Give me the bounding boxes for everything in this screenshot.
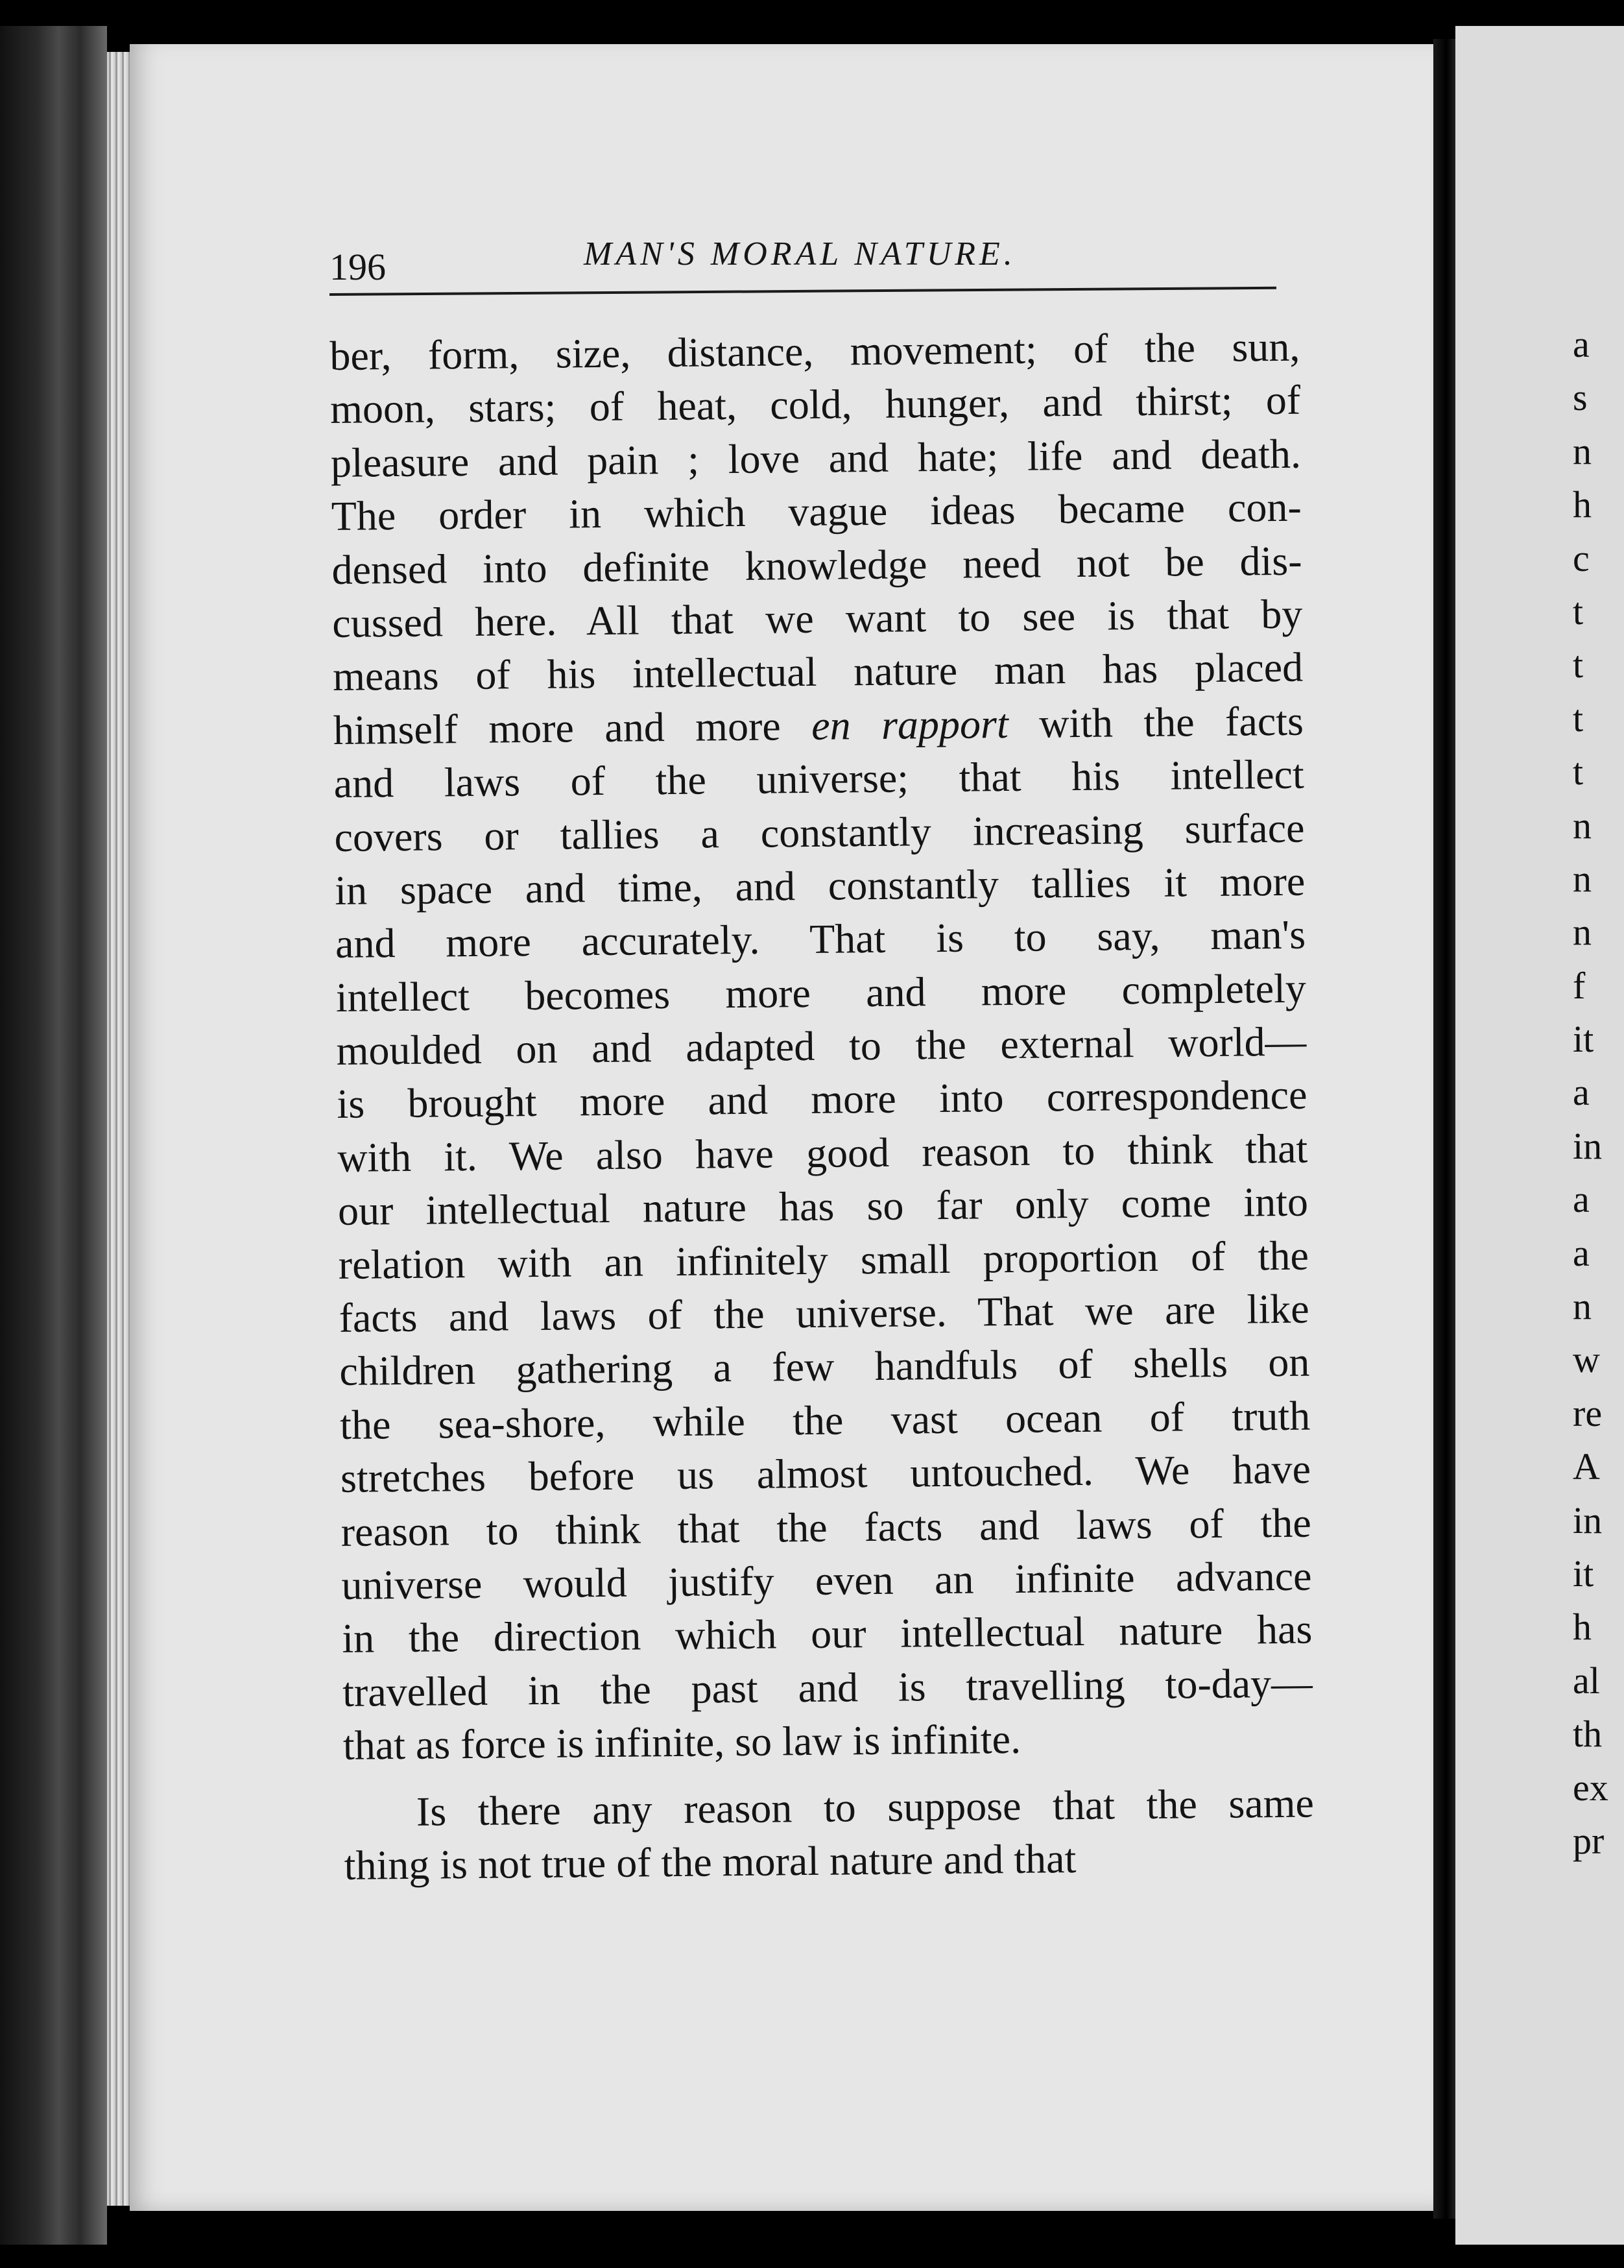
- text-line: travelled in the past and is travelling to-day—: [342, 1659, 1313, 1715]
- text-line: thing is not true of the moral nature and that: [344, 1835, 1077, 1888]
- text-line: that as force is infinite, so law is infinite.: [342, 1716, 1021, 1769]
- body-text: [329, 320, 1315, 1893]
- text-line: moon, stars; of heat, cold, hunger, and thirst; of: [329, 377, 1301, 433]
- text-line: and laws of the universe; that his intellect: [333, 751, 1304, 807]
- facing-page-fragment: a: [1573, 1071, 1590, 1114]
- facing-page-fragment: a: [1573, 323, 1590, 365]
- facing-page-fragment: n: [1573, 429, 1592, 472]
- facing-page-fragment: a: [1573, 1178, 1590, 1221]
- text-line: in the direction which our intellectual nature has: [342, 1606, 1313, 1662]
- text-line: intellect becomes more and more completely: [335, 965, 1307, 1020]
- facing-page-fragment: t: [1573, 590, 1584, 633]
- running-head: MAN'S MORAL NATURE.: [584, 235, 1016, 272]
- facing-page-fragment: it: [1573, 1018, 1594, 1061]
- text-line: the sea-shore, while the vast ocean of truth: [339, 1392, 1311, 1448]
- italic-phrase: en rapport: [811, 700, 1009, 749]
- text-segment: himself more and more: [333, 702, 812, 753]
- page-number: 196: [329, 246, 386, 288]
- text-line: [333, 694, 1304, 757]
- text-line: is brought more and more into correspondence: [337, 1072, 1308, 1128]
- facing-page-fragment: f: [1573, 964, 1586, 1007]
- text-line: stretches before us almost untouched. We have: [340, 1445, 1311, 1502]
- facing-page-fragment: it: [1573, 1552, 1594, 1595]
- text-line: with it. We also have good reason to think that: [337, 1125, 1308, 1181]
- facing-page-fragment: n: [1573, 857, 1592, 900]
- text-line: universe would justify even an infinite advance: [341, 1552, 1312, 1608]
- text-line: densed into definite knowledge need not be dis-: [331, 537, 1302, 593]
- facing-page-fragment: a: [1573, 1231, 1590, 1274]
- text-line: relation with an infinitely small proportion of the: [338, 1232, 1309, 1288]
- text-line: in space and time, and constantly tallies it more: [334, 858, 1306, 913]
- book-gutter: [1433, 39, 1455, 2219]
- facing-page-fragment: h: [1573, 483, 1592, 526]
- text-line: covers or tallies a constantly increasing surface: [334, 804, 1305, 860]
- text-line: Is there any reason to suppose that the same: [416, 1779, 1315, 1835]
- text-line: ber, form, size, distance, movement; of the sun,: [329, 323, 1300, 379]
- facing-page-fragment: al: [1573, 1659, 1600, 1702]
- facing-page-fragment: t: [1573, 644, 1584, 686]
- facing-page-fragment: pr: [1573, 1819, 1605, 1862]
- text-line: cussed here. All that we want to see is that by: [332, 590, 1303, 646]
- facing-page-fragment: in: [1573, 1499, 1603, 1541]
- text-line: pleasure and pain ; love and hate; life and death.: [330, 430, 1302, 486]
- facing-page-fragment: h: [1573, 1606, 1592, 1648]
- text-line: moulded on and adapted to the external world—: [336, 1018, 1307, 1074]
- facing-page-fragment: n: [1573, 1285, 1592, 1328]
- facing-page-fragment: c: [1573, 537, 1590, 579]
- facing-page-fragment: ex: [1573, 1766, 1608, 1809]
- facing-page-fragment: t: [1573, 751, 1584, 793]
- facing-page-fragment: t: [1573, 697, 1584, 740]
- text-line: our intellectual nature has so far only come into: [337, 1178, 1309, 1235]
- facing-page-fragment: n: [1573, 911, 1592, 954]
- facing-page-fragment: re: [1573, 1392, 1603, 1434]
- text-line: children gathering a few handfuls of shells on: [339, 1338, 1310, 1395]
- text-line: and more accurately. That is to say, man's: [335, 911, 1306, 967]
- facing-page-fragment: n: [1573, 804, 1592, 847]
- facing-page-fragment: th: [1573, 1713, 1603, 1755]
- text-line: reason to think that the facts and laws of the: [340, 1499, 1312, 1555]
- facing-page-fragment: s: [1573, 376, 1588, 419]
- facing-page-fragment: A: [1573, 1445, 1600, 1488]
- facing-page-fragment: in: [1573, 1124, 1603, 1167]
- text-line: facts and laws of the universe. That we are like: [339, 1285, 1309, 1341]
- text-line: means of his intellectual nature man has placed: [332, 644, 1304, 700]
- text-line: The order in which vague ideas became con-: [331, 483, 1302, 540]
- facing-page-fragment: w: [1573, 1338, 1600, 1381]
- facing-page-text-fragments: [1573, 318, 1624, 1868]
- text-segment: with the facts: [1008, 697, 1304, 747]
- book-block-edge: [0, 26, 107, 2245]
